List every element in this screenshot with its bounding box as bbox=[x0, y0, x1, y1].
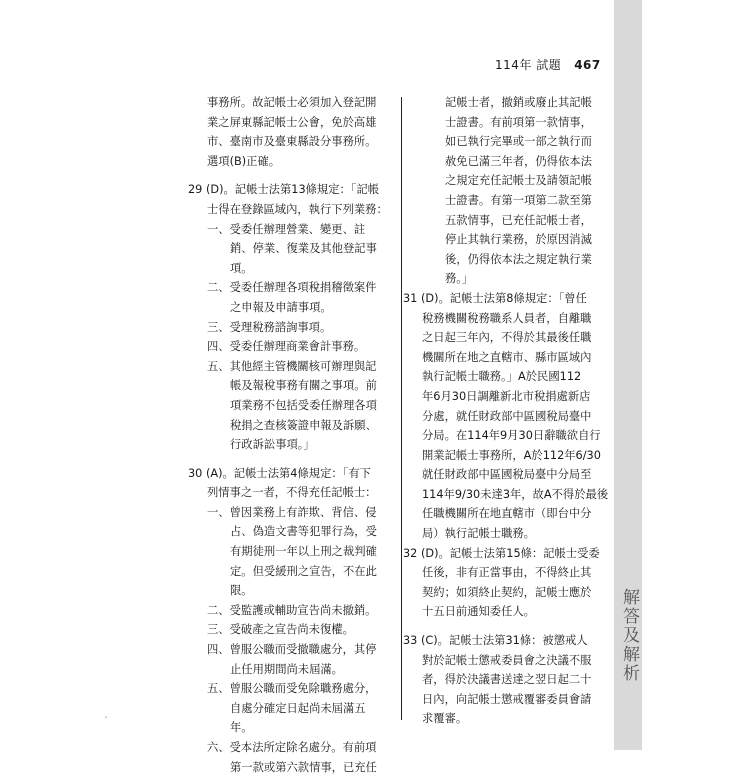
text-line: 五、其他經主管機關核可辦理與記 bbox=[207, 359, 377, 373]
text-line: 日內，向記帳士懲戒覆審委員會請 bbox=[422, 692, 592, 706]
text-line: 帳及報稅事務有關之事項。前 bbox=[230, 379, 377, 393]
text-line: 任職機關所在地直轄市（即台中分 bbox=[422, 507, 592, 521]
text-line: 開業記帳士事務所，A於112年6/30 bbox=[422, 448, 601, 462]
text-line: 對於記帳士懲戒委員會之決議不服 bbox=[422, 653, 592, 667]
text-line: 第一款或第六款情事，已充任 bbox=[230, 760, 377, 774]
paragraph-gap bbox=[188, 455, 392, 464]
page-number: 467 bbox=[574, 58, 601, 72]
text-line: 如已執行完畢或一部之執行而 bbox=[445, 135, 592, 149]
text-line: 32 (D)。記帳士法第15條：記帳士受委 bbox=[403, 546, 600, 560]
text-line: 任後，非有正當事由，不得終止其 bbox=[422, 566, 592, 580]
text-line: 一、受委任辦理營業、變更、註 bbox=[207, 222, 366, 236]
text-line: 年。 bbox=[230, 721, 253, 735]
text-line: 二、受監護或輔助宣告尚未撤銷。 bbox=[207, 603, 377, 617]
text-line: 務。」 bbox=[445, 272, 474, 286]
text-line: 項。 bbox=[230, 261, 253, 275]
text-line: 自處分確定日起尚未屆滿五 bbox=[230, 701, 366, 715]
text-line: 士證書。有前項第一款情事， bbox=[445, 115, 592, 129]
text-line: 之申報及申請事項。 bbox=[230, 300, 332, 314]
text-line: 限。 bbox=[230, 584, 253, 598]
text-line: 三、受理稅務諮詢事項。 bbox=[207, 320, 332, 334]
text-line: 列情事之一者，不得充任記帳士： bbox=[207, 486, 377, 500]
text-line: 六、受本法所定除名處分。有前項 bbox=[207, 741, 377, 754]
text-line: 114年9/30未達3年，故A不得於最後 bbox=[422, 487, 609, 501]
text-line: 占、偽造文書等犯罪行為，受 bbox=[230, 525, 377, 539]
text-line: 五款情事，已充任記帳士者， bbox=[445, 213, 592, 227]
text-line: 後，仍得依本法之規定執行業 bbox=[445, 252, 592, 266]
text-line: 事務所。故記帳士必須加入登記開 bbox=[207, 96, 377, 109]
text-line: 稅捐之查核簽證申報及訴願、 bbox=[230, 418, 377, 432]
text-line: 分處，就任財政部中區國稅局臺中 bbox=[422, 409, 592, 423]
text-line: 稅務機關稅務職系人員者，自離職 bbox=[422, 311, 592, 325]
text-line: 契約；如須終止契約，記帳士應於 bbox=[422, 585, 592, 599]
text-line: 行政訴訟事項。」 bbox=[230, 438, 315, 452]
text-line: 士得在登錄區域內，執行下列業務： bbox=[207, 202, 388, 216]
text-line: 機關所在地之直轄市、縣市區域內 bbox=[422, 350, 592, 364]
text-line: 執行記帳士職務。」A於民國112 bbox=[422, 370, 582, 384]
paragraph-gap bbox=[403, 622, 603, 631]
text-line: 市、臺南市及臺東縣設分事務所。 bbox=[207, 135, 377, 149]
text-line: 局）執行記帳士職務。 bbox=[422, 527, 535, 541]
text-line: 者，得於決議書送達之翌日起二十 bbox=[422, 673, 592, 687]
text-line: 三、受破產之宣告尚未復權。 bbox=[207, 623, 354, 637]
text-line: 止任用期間尚未屆滿。 bbox=[230, 662, 343, 676]
text-line: 之規定充任記帳士及請領記帳 bbox=[445, 174, 592, 188]
text-line: 一、曾因業務上有詐欺、背信、侵 bbox=[207, 505, 377, 519]
text-line: 停止其執行業務，於原因消滅 bbox=[445, 233, 592, 247]
text-line: 求覆審。 bbox=[422, 712, 468, 726]
text-line: 十五日前通知委任人。 bbox=[422, 605, 535, 619]
text-line: 四、曾服公職而受撤職處分，其停 bbox=[207, 643, 377, 657]
text-line: 記帳士者，撤銷或廢止其記帳 bbox=[445, 96, 592, 109]
text-line: 有期徒刑一年以上刑之裁判確 bbox=[230, 545, 377, 559]
text-line: 士證書。有第一項第二款至第 bbox=[445, 193, 592, 207]
text-line: 33 (C)。記帳士法第31條：被懲戒人 bbox=[403, 634, 588, 648]
text-line: 29 (D)。記帳士法第13條規定：「記帳 bbox=[188, 183, 380, 197]
text-line: 30 (A)。記帳士法第4條規定：「有下 bbox=[188, 466, 371, 480]
text-line: 之日起三年內，不得於其最後任職 bbox=[422, 331, 592, 345]
page-label: 114年 試題 bbox=[495, 58, 562, 72]
text-line: 分局。在114年9月30日辭職欲自行 bbox=[422, 429, 601, 443]
text-line: 業之屏東縣記帳士公會，免於高雄 bbox=[207, 115, 377, 129]
right-column bbox=[403, 93, 609, 729]
text-line: 定。但受緩刑之宣告，不在此 bbox=[230, 564, 377, 578]
text-line: 五、曾服公職而受免除職務處分， bbox=[207, 682, 377, 696]
text-line: 銷、停業、復業及其他登記事 bbox=[230, 242, 377, 256]
text-line: 項業務不包括受委任辦理各項 bbox=[230, 398, 377, 412]
side-label: 解答及解析 bbox=[619, 588, 639, 683]
text-line: 二、受委任辦理各項稅捐稽徵案件 bbox=[207, 281, 377, 295]
text-line: 31 (D)。記帳士法第8條規定：「曾任 bbox=[403, 291, 587, 305]
text-line: 四、受委任辦理商業會計事務。 bbox=[207, 340, 366, 354]
text-line: 赦免已滿三年者，仍得依本法 bbox=[445, 154, 592, 168]
page-header bbox=[495, 56, 601, 73]
column-divider bbox=[401, 97, 402, 720]
paragraph-gap bbox=[188, 171, 392, 180]
text-line: 年6月30日調離新北市稅捐處新店 bbox=[422, 389, 591, 403]
text-line: 就任財政部中區國稅局臺中分局至 bbox=[422, 468, 592, 482]
left-column bbox=[188, 93, 392, 777]
text-line: 選項(B)正確。 bbox=[207, 154, 281, 168]
corner-mark: ˇ bbox=[104, 716, 108, 725]
